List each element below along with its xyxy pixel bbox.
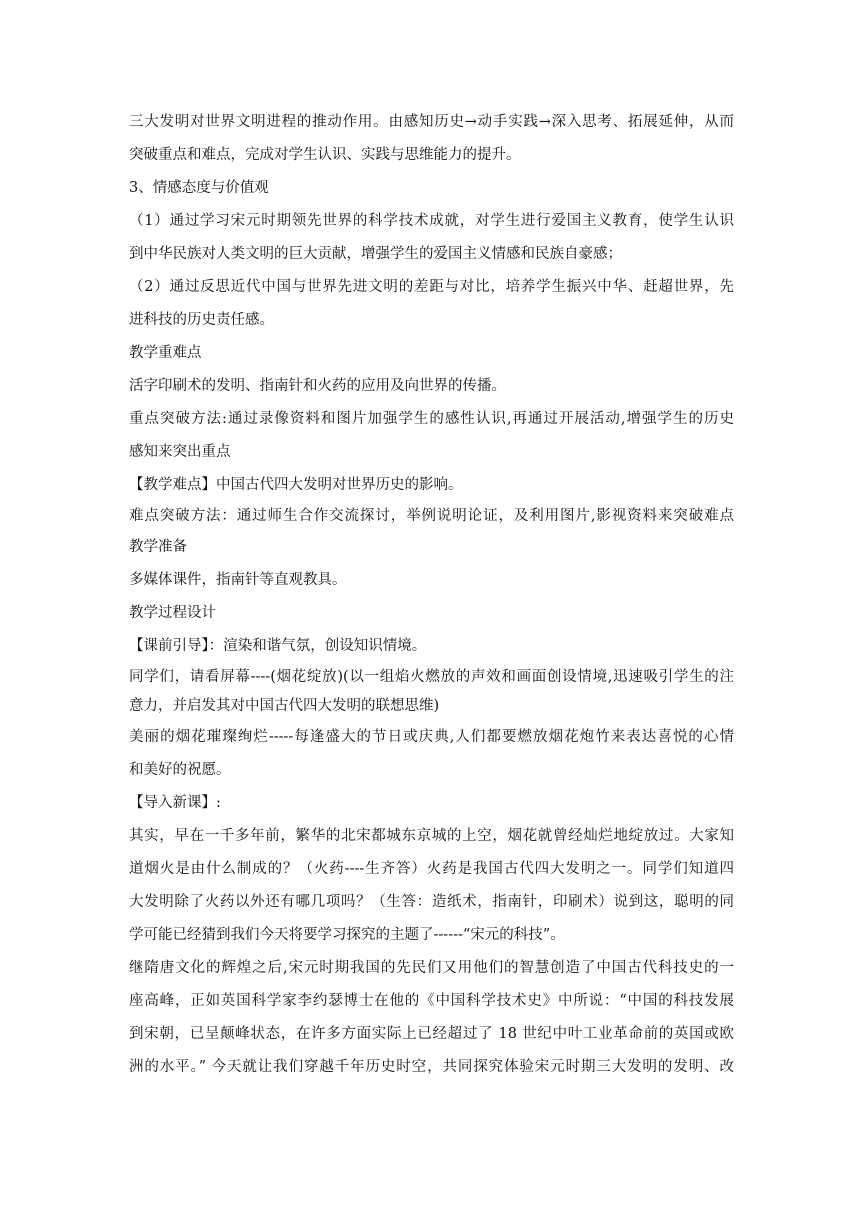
text-line: （2）通过反思近代中国与世界先进文明的差距与对比，培养学生振兴中华、赶超世界，先 — [129, 279, 734, 295]
text-line: 同学们，请看屏幕----(烟花绽放)(以一组焰火燃放的声效和画面创设情境,迅速吸引学生的注 — [129, 669, 734, 685]
section-heading: 教学准备 — [129, 539, 187, 555]
text-line: 道烟火是由什么制成的？（火药----生齐答）火药是我国古代四大发明之一。同学们知道四 — [129, 861, 734, 877]
text-line: （1）通过学习宋元时期领先世界的科学技术成就，对学生进行爱国主义教育，使学生认识 — [129, 213, 734, 229]
text-line: 意力，并启发其对中国古代四大发明的联想思维) — [129, 698, 440, 714]
text-line: 【课前引导】：渲染和谐气氛，创设知识情境。 — [129, 638, 427, 654]
text-line: 【导入新课】: — [129, 795, 221, 811]
text-line: 其实，早在一千多年前，繁华的北宋都城东京城的上空，烟花就曾经灿烂地绽放过。大家知 — [129, 828, 734, 844]
text-line: 【教学难点】中国古代四大发明对世界历史的影响。 — [129, 477, 463, 493]
text-line: 学可能已经猜到我们今天将要学习探究的主题了------“宋元的科技”。 — [129, 927, 565, 943]
text-line: 难点突破方法：通过师生合作交流探讨，举例说明论证，及利用图片,影视资料来突破难点 — [129, 508, 734, 524]
text-line: 继隋唐文化的辉煌之后,宋元时期我国的先民们又用他们的智慧创造了中国古代科技史的一 — [129, 960, 734, 976]
text-line: 洲的水平。” 今天就让我们穿越千年历史时空，共同探究体验宋元时期三大发明的发明、改 — [129, 1059, 734, 1075]
text-line: 座高峰，正如英国科学家李约瑟博士在他的《中国科学技术史》中所说：“中国的科技发展 — [129, 993, 734, 1009]
text-line: 美丽的烟花璀璨绚烂-----每逢盛大的节日或庆典,人们都要燃放烟花炮竹来表达喜悦的心情 — [129, 729, 734, 745]
text-line: 大发明除了火药以外还有哪几项吗？（生答：造纸术，指南针，印刷术）说到这，聪明的同 — [129, 894, 734, 910]
section-heading: 3、情感态度与价值观 — [129, 180, 269, 196]
text-line: 到中华民族对人类文明的巨大贡献，增强学生的爱国主义情感和民族自豪感； — [129, 246, 622, 262]
text-line: 多媒体课件，指南针等直观教具。 — [129, 572, 347, 588]
text-line: 进科技的历史责任感。 — [129, 312, 274, 328]
text-line: 重点突破方法:通过录像资料和图片加强学生的感性认识,再通过开展活动,增强学生的历史 — [129, 411, 734, 427]
text-line: 三大发明对世界文明进程的推动作用。由感知历史→动手实践→深入思考、拓展延伸，从而 — [129, 114, 734, 130]
text-line: 和美好的祝愿。 — [129, 762, 231, 778]
document-body — [129, 106, 734, 1084]
text-line: 活字印刷术的发明、指南针和火药的应用及向世界的传播。 — [129, 378, 506, 394]
section-heading: 教学重难点 — [129, 345, 202, 361]
section-heading: 教学过程设计 — [129, 605, 216, 621]
text-line: 到宋朝，已呈颠峰状态，在许多方面实际上已经超过了 18 世纪中叶工业革命前的英国或欧 — [129, 1026, 734, 1042]
text-line: 感知来突出重点 — [129, 444, 231, 460]
text-line: 突破重点和难点，完成对学生认识、实践与思维能力的提升。 — [129, 147, 521, 163]
